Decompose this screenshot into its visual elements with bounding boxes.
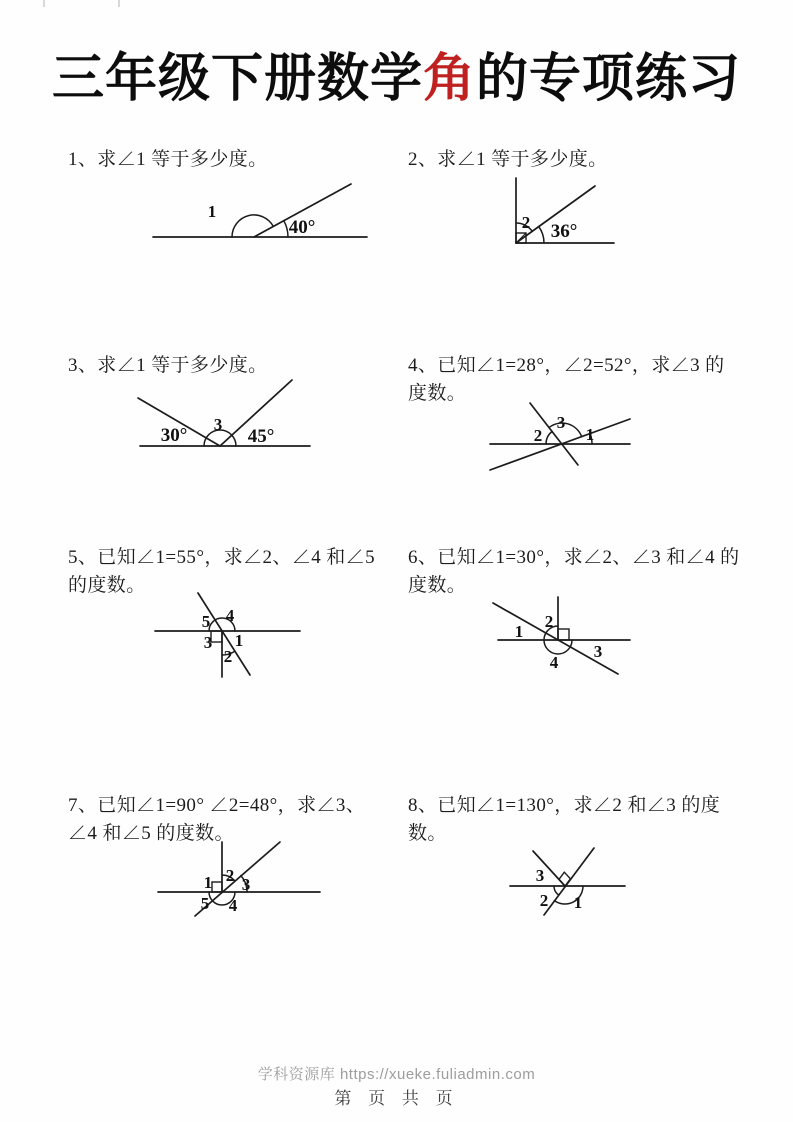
angle-label: 1 bbox=[203, 873, 213, 892]
angle-degree-label: 45° bbox=[247, 426, 275, 447]
angle-label: 2 bbox=[539, 891, 549, 910]
angle-label: 1 bbox=[514, 622, 524, 641]
figure-problem-6 bbox=[490, 592, 640, 702]
scan-mark bbox=[43, 0, 45, 7]
angle-label: 5 bbox=[200, 894, 210, 913]
angle-label: 3 bbox=[535, 866, 545, 885]
angle-label: 2 bbox=[225, 866, 235, 885]
figure-problem-5 bbox=[150, 592, 310, 702]
scan-mark bbox=[118, 0, 120, 7]
angle-label: 1 bbox=[234, 631, 244, 650]
footer-page-nav: 第 页 共 页 bbox=[334, 1089, 459, 1108]
angle-label: 3 bbox=[213, 415, 223, 434]
angle-label: 3 bbox=[241, 875, 251, 894]
angle-label: 5 bbox=[201, 612, 211, 631]
angle-label: 2 bbox=[533, 426, 543, 445]
angle-label: 3 bbox=[203, 633, 213, 652]
problem-5-text: 5、已知∠1=55°，求∠2、∠4 和∠5 的度数。 bbox=[68, 547, 375, 596]
problem-8-text: 8、已知∠1=130°，求∠2 和∠3 的度数。 bbox=[408, 795, 721, 844]
angle-label: 3 bbox=[593, 642, 603, 661]
problem-4-text: 4、已知∠1=28°，∠2=52°，求∠3 的度数。 bbox=[408, 355, 725, 404]
angle-degree-label: 36° bbox=[550, 221, 578, 242]
angle-label: 1 bbox=[573, 893, 583, 912]
footer-source: 学科资源库 https://xueke.fuliadmin.com bbox=[257, 1066, 536, 1083]
title-suffix: 的专项练习 bbox=[476, 50, 742, 108]
page-title bbox=[0, 36, 793, 111]
problem-7-text: 7、已知∠1=90° ∠2=48°，求∠3、∠4 和∠5 的度数。 bbox=[68, 795, 366, 844]
angle-label: 3 bbox=[556, 413, 566, 432]
figure-problem-3 bbox=[130, 378, 330, 463]
figure-problem-1 bbox=[145, 180, 375, 250]
angle-degree-label: 40° bbox=[288, 217, 316, 238]
angle-degree-label: 30° bbox=[160, 425, 188, 446]
angle-label: 4 bbox=[549, 653, 559, 672]
angle-label: 2 bbox=[223, 647, 233, 666]
angle-label: 2 bbox=[521, 213, 531, 232]
problem-3-text: 3、求∠1 等于多少度。 bbox=[68, 355, 268, 376]
title-prefix: 三年级下册数学 bbox=[51, 50, 423, 108]
problem-6-text: 6、已知∠1=30°，求∠2、∠3 和∠4 的度数。 bbox=[408, 547, 740, 596]
figure-problem-2 bbox=[480, 168, 650, 263]
problem-2-text: 2、求∠1 等于多少度。 bbox=[408, 149, 608, 170]
angle-label: 4 bbox=[228, 896, 238, 915]
title-highlight: 角 bbox=[422, 50, 476, 108]
angle-label: 1 bbox=[207, 202, 217, 221]
figure-problem-7 bbox=[150, 838, 330, 938]
angle-label: 4 bbox=[225, 606, 235, 625]
problem-1-text: 1、求∠1 等于多少度。 bbox=[68, 149, 268, 170]
angle-label: 2 bbox=[544, 612, 554, 631]
figure-problem-4 bbox=[480, 398, 640, 478]
angle-label: 1 bbox=[585, 425, 595, 444]
figure-problem-8 bbox=[500, 845, 640, 935]
